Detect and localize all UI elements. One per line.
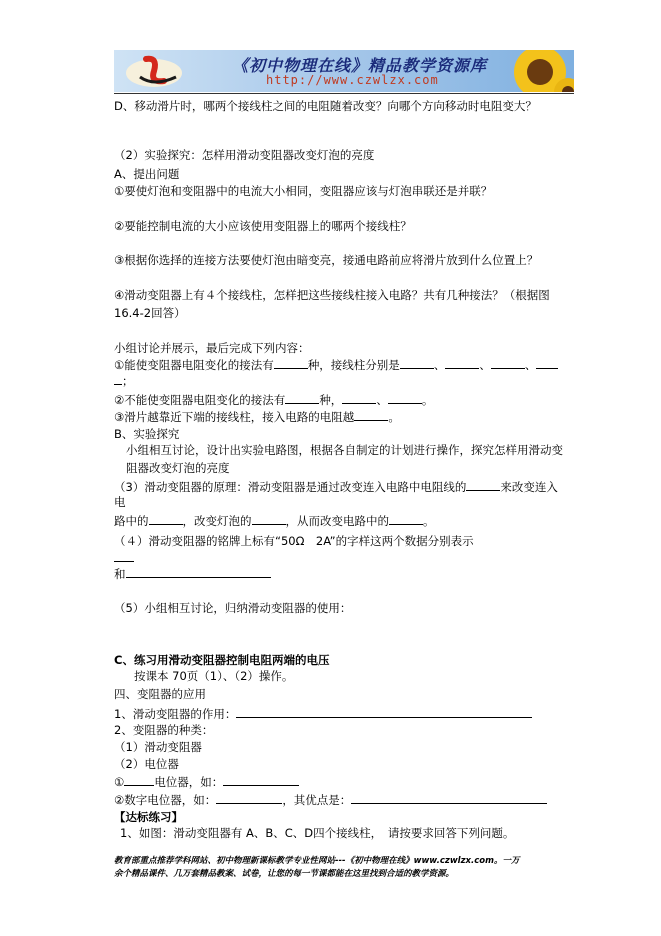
fill-text: ① xyxy=(114,775,125,789)
answer-blank[interactable] xyxy=(216,792,282,804)
fill-text: 、 xyxy=(479,358,491,372)
fill-text: 电位器，如： xyxy=(154,775,224,789)
fill-text: ②不能使变阻器电阻变化的接法有 xyxy=(114,393,286,407)
answer-blank[interactable] xyxy=(354,409,388,421)
answer-blank[interactable] xyxy=(536,357,558,369)
banner-url[interactable]: http://www.czwlzx.com xyxy=(266,73,439,87)
footer-line-2: 余个精品课件、几万套精品教案、试卷，让您的每一节课都能在这里找到合适的教学资源。 xyxy=(114,869,455,879)
fill-text: 来改变连入 xyxy=(500,480,558,494)
subheading-b: B、实验探究 xyxy=(114,427,180,441)
fill-text: 。 xyxy=(388,410,400,424)
answer-blank[interactable] xyxy=(114,550,134,562)
answer-blank[interactable] xyxy=(491,357,525,369)
fill-text: 、 xyxy=(433,358,446,372)
principle-line-2 xyxy=(114,513,435,528)
fill-text: （3）滑动变阻器的原理：滑动变阻器是通过改变连入电路中电阻线的 xyxy=(114,480,467,494)
answer-blank[interactable] xyxy=(124,774,154,786)
question-1: ①要使灯泡和变阻器中的电流大小相同，变阻器应该与灯泡串联还是并联？ xyxy=(114,184,493,198)
fill-line-3 xyxy=(114,409,400,424)
principle-wrap: 电 xyxy=(114,495,126,509)
answer-blank[interactable] xyxy=(466,479,500,491)
header-banner xyxy=(114,50,574,92)
answer-blank[interactable] xyxy=(342,392,376,404)
answer-blank[interactable] xyxy=(400,357,434,369)
footer-line-1: 教育部重点推荐学科网站、初中物理新课标教学专业性网站---《初中物理在线》www.czwlzx.com。一万 xyxy=(114,856,520,866)
fill-text: ，改变灯泡的 xyxy=(182,514,252,528)
answer-blank[interactable] xyxy=(149,513,183,525)
answer-blank[interactable] xyxy=(114,373,122,385)
banner-title: 《初中物理在线》精品教学资源库 xyxy=(232,56,488,75)
fill-text: 1、滑动变阻器的作用： xyxy=(114,707,237,721)
type-1: （1）滑动变阻器 xyxy=(114,740,202,754)
fill-text: ，从而改变电路中的 xyxy=(285,514,389,528)
subheading-c: C、练习用滑动变阻器控制电阻两端的电压 xyxy=(114,653,330,667)
answer-blank[interactable] xyxy=(223,774,299,786)
type-2: （2）电位器 xyxy=(114,757,179,771)
fill-line-1-cont xyxy=(114,373,134,388)
nameplate-question: （４）滑动变阻器的铭牌上标有“50Ω 2A”的字样这两个数据分别表示 xyxy=(114,534,474,548)
answer-blank[interactable] xyxy=(351,792,547,804)
experiment-text: 小组相互讨论，设计出实验电路图，根据各自制定的计划进行操作，探究怎样用滑动变 xyxy=(126,443,563,457)
rheostat-function-line xyxy=(114,706,532,721)
fill-text: ①能使变阻器电阻变化的接法有 xyxy=(114,358,274,372)
fill-text: ③滑片越靠近下端的接线柱，接入电路的电阻越 xyxy=(114,410,355,424)
answer-blank[interactable] xyxy=(274,357,308,369)
answer-blank[interactable] xyxy=(285,392,319,404)
nameplate-blank-a xyxy=(114,550,134,565)
answer-blank[interactable] xyxy=(388,392,422,404)
fill-line-2 xyxy=(114,392,433,407)
fill-text: 。 xyxy=(423,514,435,528)
answer-blank[interactable] xyxy=(126,566,271,578)
question-4: ④滑动变阻器上有４个接线柱，怎样把这些接线柱接入电路？共有几种接法？（根据图 xyxy=(114,288,550,302)
potentiometer-line xyxy=(114,774,299,789)
fill-text: 和 xyxy=(114,567,126,581)
fill-line-1 xyxy=(114,357,558,372)
section-heading: （2）实验探究：怎样用滑动变阻器改变灯泡的亮度 xyxy=(114,148,375,162)
question-d: D、移动滑片时，哪两个接线柱之间的电阻随着改变？向哪个方向移动时电阻变大？ xyxy=(114,99,537,113)
fill-text: 种，接线柱分别是 xyxy=(307,358,400,372)
experiment-text-cont: 阻器改变灯泡的亮度 xyxy=(126,461,230,475)
fill-text: 路中的 xyxy=(114,514,149,528)
answer-blank[interactable] xyxy=(252,513,286,525)
answer-blank[interactable] xyxy=(445,357,479,369)
question-2: ②要能控制电流的大小应该使用变阻器上的哪两个接线柱？ xyxy=(114,219,412,233)
principle-line xyxy=(114,479,558,494)
rheostat-types: 2、变阻器的种类： xyxy=(114,723,214,737)
sunflower-icon xyxy=(500,50,574,92)
subheading-a: A、提出问题 xyxy=(114,167,180,181)
fill-text: ，其优点是： xyxy=(282,793,352,807)
section-4-heading: 四、变阻器的应用 xyxy=(114,687,206,701)
question-3: ③根据你选择的连接方法要使灯泡由暗变亮，接通电路前应将滑片放到什么位置上？ xyxy=(114,253,539,267)
question-4-cont: 16.4-2回答） xyxy=(114,306,186,320)
fill-text: 种， xyxy=(319,393,343,407)
answer-blank[interactable] xyxy=(389,513,423,525)
digital-potentiometer-line xyxy=(114,792,547,807)
usage-question: （5）小组相互讨论，归纳滑动变阻器的使用： xyxy=(114,601,352,615)
header-rule xyxy=(114,93,574,94)
discussion-intro: 小组讨论并展示，最后完成下列内容： xyxy=(114,341,310,355)
practice-instruction: 按课本 70页（1）、（2）操作。 xyxy=(134,669,294,683)
site-logo-icon xyxy=(124,53,186,89)
fill-text: ②数字电位器，如： xyxy=(114,793,217,807)
practice-heading: 【达标练习】 xyxy=(114,810,183,824)
fill-text: 、 xyxy=(376,393,388,407)
practice-question-1: 1、如图：滑动变阻器有 A、B、C、D四个接线柱， 请按要求回答下列问题。 xyxy=(120,826,515,840)
fill-text: 、 xyxy=(524,358,537,372)
answer-blank[interactable] xyxy=(236,706,532,718)
fill-text: 。 xyxy=(421,393,434,407)
fill-text: ； xyxy=(122,374,134,388)
nameplate-line-2 xyxy=(114,566,271,581)
